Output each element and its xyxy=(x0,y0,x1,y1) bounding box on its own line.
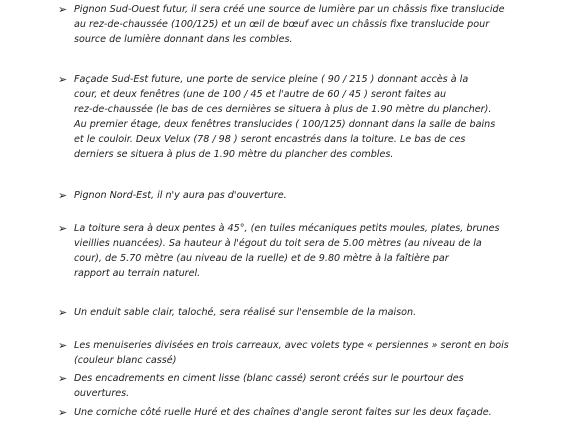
arrow-bullet-icon: ➢ xyxy=(58,189,68,202)
paragraph-line: ouvertures. xyxy=(74,388,130,399)
paragraph-line: cour), de 5.70 mètre (au niveau de la ruelle) et de 9.80 mètre à la faîtière par xyxy=(74,253,449,264)
paragraph-line: vieillies nuancées). Sa hauteur à l'égout du toit sera de 5.00 mètres (au niveau de la xyxy=(74,238,482,249)
list-item xyxy=(58,405,534,420)
paragraph-line: Un enduit sable clair, taloché, sera réalisé sur l'ensemble de la maison. xyxy=(74,307,417,318)
paragraph-line: rez-de-chaussée (le bas de ces dernières se situera à plus de 1.90 mètre du plancher). xyxy=(74,104,492,115)
paragraph-line: (couleur blanc cassé) xyxy=(74,355,177,366)
arrow-bullet-icon: ➢ xyxy=(58,222,68,235)
list-item xyxy=(58,221,534,281)
list-item xyxy=(58,188,534,203)
paragraph-line: derniers se situera à plus de 1.90 mètre du plancher des combles. xyxy=(74,149,394,160)
paragraph-line: Des encadrements en ciment lisse (blanc cassé) seront créés sur le pourtour des xyxy=(74,373,464,384)
paragraph-line: au rez-de-chaussée (100/125) et un œil de bœuf avec un châssis fixe translucide pour xyxy=(74,19,490,30)
arrow-bullet-icon: ➢ xyxy=(58,372,68,385)
arrow-bullet-icon: ➢ xyxy=(58,3,68,16)
list-item xyxy=(58,2,534,47)
paragraph-line: cour, et deux fenêtres (une de 100 / 45 et l'autre de 60 / 45 ) seront faites au xyxy=(74,89,447,100)
paragraph-line: Façade Sud-Est future, une porte de service pleine ( 90 / 215 ) donnant accès à la xyxy=(74,74,469,85)
paragraph-line: Pignon Nord-Est, il n'y aura pas d'ouverture. xyxy=(74,190,287,201)
paragraph-line: et le couloir. Deux Velux (78 / 98 ) seront encastrés dans la toiture. Le bas de ces xyxy=(74,134,466,145)
list-item xyxy=(58,72,534,162)
list-item xyxy=(58,338,534,368)
paragraph-line: Pignon Sud-Ouest futur, il sera créé une source de lumière par un châssis fixe translucide xyxy=(74,4,505,15)
arrow-bullet-icon: ➢ xyxy=(58,339,68,352)
paragraph-line: Les menuiseries divisées en trois carreaux, avec volets type « persiennes » seront en bois xyxy=(74,340,509,351)
list-item xyxy=(58,371,534,401)
list-item xyxy=(58,305,534,320)
arrow-bullet-icon: ➢ xyxy=(58,306,68,319)
paragraph-line: La toiture sera à deux pentes à 45°, (en tuiles mécaniques petits moules, plates, brunes xyxy=(74,223,500,234)
arrow-bullet-icon: ➢ xyxy=(58,406,68,419)
paragraph-line: source de lumière donnant dans les combles. xyxy=(74,34,293,45)
paragraph-line: rapport au terrain naturel. xyxy=(74,268,201,279)
paragraph-line: Au premier étage, deux fenêtres translucides ( 100/125) donnant dans la salle de bains xyxy=(74,119,496,130)
paragraph-line: Une corniche côté ruelle Huré et des chaînes d'angle seront faites sur les deux façade. xyxy=(74,407,492,418)
arrow-bullet-icon: ➢ xyxy=(58,73,68,86)
